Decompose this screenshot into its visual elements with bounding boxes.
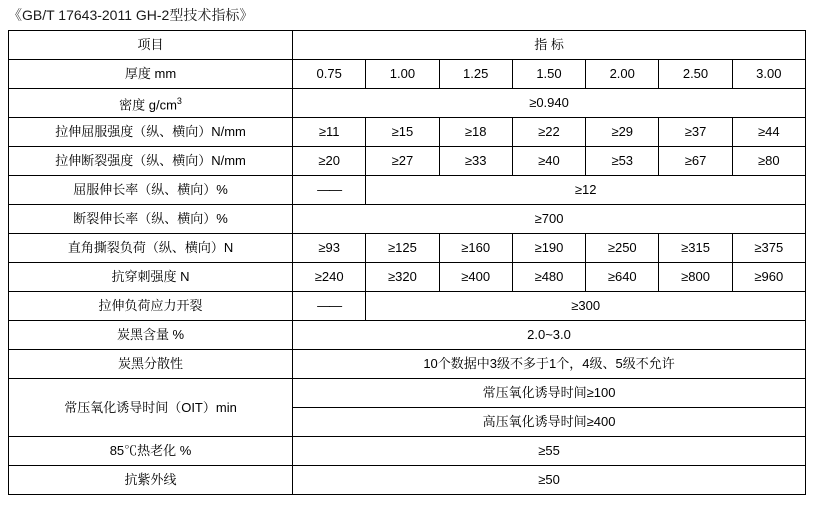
row-dash: —— <box>293 292 366 321</box>
row-value: ≥53 <box>586 147 659 176</box>
table-row <box>9 263 806 292</box>
table-row <box>9 321 806 350</box>
table-row <box>9 118 806 147</box>
row-value: 2.00 <box>586 60 659 89</box>
row-span-value: 高压氧化诱导时间≥400 <box>293 408 806 437</box>
row-value: ≥22 <box>512 118 585 147</box>
row-value: ≥400 <box>439 263 512 292</box>
row-value: ≥160 <box>439 234 512 263</box>
header-item: 项目 <box>9 31 293 60</box>
row-value: ≥40 <box>512 147 585 176</box>
row-label: 屈服伸长率（纵、横向）% <box>9 176 293 205</box>
table-row <box>9 379 806 408</box>
row-dash: —— <box>293 176 366 205</box>
row-label: 85℃热老化 % <box>9 437 293 466</box>
page-title: 《GB/T 17643-2011 GH-2型技术指标》 <box>8 7 254 23</box>
row-value: ≥33 <box>439 147 512 176</box>
row-value: 3.00 <box>732 60 805 89</box>
row-span-value: 2.0~3.0 <box>293 321 806 350</box>
row-value: 1.50 <box>512 60 585 89</box>
table-row <box>9 60 806 89</box>
row-value: ≥11 <box>293 118 366 147</box>
row-label: 抗紫外线 <box>9 466 293 495</box>
row-label: 直角撕裂负荷（纵、横向）N <box>9 234 293 263</box>
row-label <box>9 89 293 118</box>
row-value: ≥18 <box>439 118 512 147</box>
row-value: ≥80 <box>732 147 805 176</box>
row-value: ≥800 <box>659 263 732 292</box>
table-row <box>9 350 806 379</box>
row-label: 常压氧化诱导时间（OIT）min <box>9 379 293 437</box>
row-value: ≥375 <box>732 234 805 263</box>
row-value: ≥37 <box>659 118 732 147</box>
table-row <box>9 466 806 495</box>
row-span-value: ≥55 <box>293 437 806 466</box>
row-label: 炭黑分散性 <box>9 350 293 379</box>
row-value: 2.50 <box>659 60 732 89</box>
row-span-value: ≥0.940 <box>293 89 806 118</box>
row-value: ≥240 <box>293 263 366 292</box>
table-row <box>9 176 806 205</box>
header-index: 指 标 <box>293 31 806 60</box>
row-value: 0.75 <box>293 60 366 89</box>
row-value: ≥44 <box>732 118 805 147</box>
row-value: ≥250 <box>586 234 659 263</box>
row-value: ≥15 <box>366 118 439 147</box>
row-value: ≥125 <box>366 234 439 263</box>
row-value: ≥320 <box>366 263 439 292</box>
row-value: 1.25 <box>439 60 512 89</box>
row-value: ≥315 <box>659 234 732 263</box>
table-row <box>9 147 806 176</box>
row-span-value: 10个数据中3级不多于1个，4级、5级不允许 <box>293 350 806 379</box>
row-label: 断裂伸长率（纵、横向）% <box>9 205 293 234</box>
table-row <box>9 234 806 263</box>
row-value: ≥480 <box>512 263 585 292</box>
row-value: 1.00 <box>366 60 439 89</box>
row-value: ≥27 <box>366 147 439 176</box>
row-value: ≥640 <box>586 263 659 292</box>
row-label: 抗穿刺强度 N <box>9 263 293 292</box>
row-span-value: 常压氧化诱导时间≥100 <box>293 379 806 408</box>
row-label: 拉伸断裂强度（纵、横向）N/mm <box>9 147 293 176</box>
row-span-value: ≥700 <box>293 205 806 234</box>
row-value: ≥93 <box>293 234 366 263</box>
table-header-row <box>9 31 806 60</box>
table-row <box>9 437 806 466</box>
row-label: 拉伸屈服强度（纵、横向）N/mm <box>9 118 293 147</box>
row-value: ≥20 <box>293 147 366 176</box>
row-span-value: ≥50 <box>293 466 806 495</box>
row-span-value: ≥12 <box>366 176 806 205</box>
table-row <box>9 205 806 234</box>
row-value: ≥190 <box>512 234 585 263</box>
row-value: ≥960 <box>732 263 805 292</box>
row-value: ≥29 <box>586 118 659 147</box>
row-label-text: 密度 g/cm <box>119 97 177 113</box>
row-value: ≥67 <box>659 147 732 176</box>
table-row <box>9 89 806 118</box>
row-label: 厚度 mm <box>9 60 293 89</box>
row-label: 炭黑含量 % <box>9 321 293 350</box>
table-row <box>9 292 806 321</box>
specification-table <box>8 30 806 495</box>
row-span-value: ≥300 <box>366 292 806 321</box>
row-label-superscript: 3 <box>176 95 182 106</box>
row-label: 拉伸负荷应力开裂 <box>9 292 293 321</box>
